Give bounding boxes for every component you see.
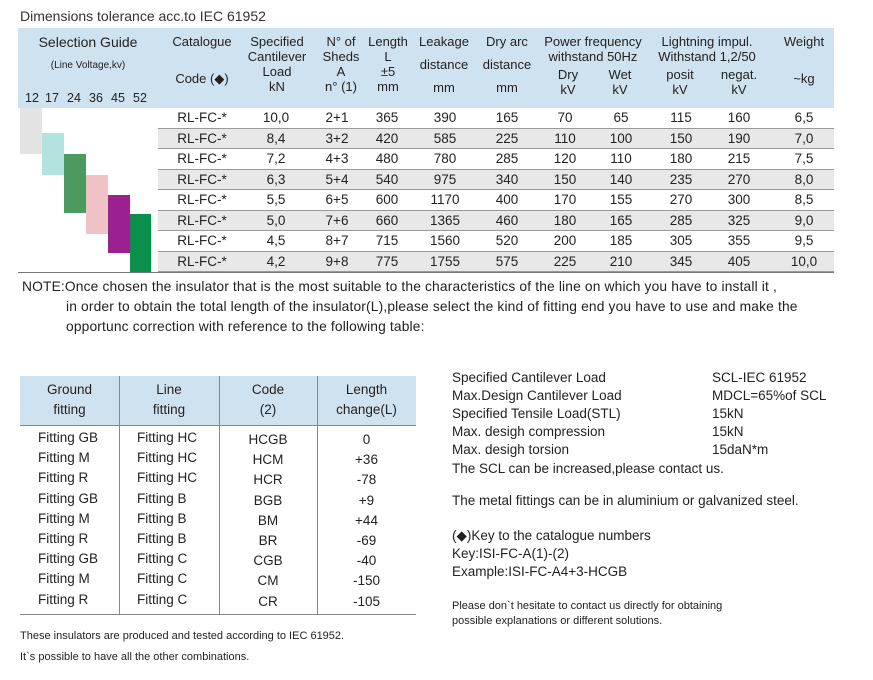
cell-power-wet: 140 [609, 171, 633, 187]
header-text: kV [560, 82, 576, 97]
cell-weight: 10,0 [790, 253, 818, 269]
cell-power-wet: 110 [610, 151, 632, 166]
header-text: mm [496, 80, 518, 95]
cell-lightning-pos: 305 [669, 233, 693, 248]
cell-weight: 7,0 [794, 130, 814, 146]
cell-lightning-neg: 270 [727, 171, 751, 187]
cell-lightning-neg: 405 [727, 253, 751, 269]
spec-value: 15kN [712, 406, 744, 421]
cell-lightning-pos: 235 [669, 171, 693, 187]
cell-line-fitting: Fitting B [137, 531, 187, 546]
cell-length: 540 [375, 171, 399, 187]
cell-sheds: 4+3 [325, 151, 349, 166]
cell-code: BM [257, 512, 279, 528]
key-example: Example:ISI-FC-A4+3-HCGB [452, 564, 628, 579]
header-text: n° (1) [325, 79, 357, 94]
header-dry-arc [476, 34, 538, 95]
header-text: distance [419, 57, 469, 72]
cell-code: CR [258, 593, 278, 609]
cell-leakage: 1560 [429, 233, 461, 248]
cell-cantilever: 4,5 [266, 233, 286, 248]
header-cantilever [242, 34, 312, 94]
table-row [158, 252, 834, 272]
header-text: kV [672, 82, 688, 97]
cell-sheds: 8+7 [325, 233, 349, 248]
cell-lightning-pos: 285 [669, 212, 693, 228]
header-text: fitting [53, 402, 86, 417]
cell-weight: 7,5 [794, 151, 814, 166]
cell-lightning-pos: 270 [669, 192, 693, 207]
header-lightning [650, 34, 764, 64]
cell-cantilever: 6,3 [266, 171, 286, 187]
cell-catalogue: RL-FC-* [177, 212, 227, 228]
header-text: Catalogue [172, 34, 232, 49]
cell-lightning-pos: 180 [669, 151, 693, 166]
voltage-step [20, 108, 42, 154]
cell-power-dry: 120 [553, 151, 577, 166]
cell-ground-fitting: Fitting R [38, 531, 89, 546]
cell-ground-fitting: Fitting GB [38, 551, 99, 567]
metal-note: The metal fittings can be in aluminium or galvanized steel. [452, 493, 799, 508]
voltage-label: 36 [89, 91, 103, 105]
cell-weight: 9,0 [794, 212, 814, 228]
header-weight [774, 34, 834, 86]
header-power-wet [598, 67, 642, 97]
cell-leakage: 390 [433, 110, 457, 125]
header-catalogue [160, 34, 244, 49]
cell-power-dry: 200 [553, 233, 577, 248]
cell-catalogue: RL-FC-* [177, 192, 227, 207]
cell-code: HCGB [248, 432, 288, 447]
cell-catalogue: RL-FC-* [177, 253, 227, 269]
cell-dry-arc: 340 [495, 171, 519, 187]
note-line: NOTE:Once chosen the insulator that is the most suitable to the characteristics of the line on which you have to install it , [22, 279, 777, 294]
cell-lightning-pos: 115 [670, 110, 692, 125]
voltage-label: 17 [45, 91, 59, 105]
cell-leakage: 1170 [430, 192, 460, 207]
cell-length-change: 0 [362, 432, 371, 447]
cell-ground-fitting: Fitting R [38, 470, 89, 486]
cell-ground-fitting: Fitting M [38, 571, 90, 587]
cell-code: CGB [253, 553, 283, 569]
cell-ground-fitting: Fitting M [38, 450, 90, 466]
cell-catalogue: RL-FC-* [177, 110, 227, 125]
cell-dry-arc: 575 [495, 253, 519, 269]
header-text: L [384, 49, 392, 64]
cell-power-wet: 185 [609, 233, 633, 248]
note-line: in order to obtain the total length of the insulator(L),please select the kind of fitting end you have to use and make the [66, 299, 798, 314]
cell-code: BR [258, 533, 278, 548]
header-text: Lightning impul. [661, 34, 753, 49]
spec-value: SCL-IEC 61952 [712, 370, 807, 385]
voltage-step [64, 154, 86, 213]
note-line: opportunc correction with reference to the following table: [66, 319, 425, 334]
cell-line-fitting: Fitting HC [137, 430, 198, 445]
cell-weight: 6,5 [794, 110, 814, 125]
cell-dry-arc: 520 [495, 233, 519, 248]
header-text: fitting [152, 402, 186, 417]
header-lightning-neg [713, 67, 765, 97]
cell-cantilever: 5,5 [266, 192, 286, 207]
cell-sheds: 5+4 [325, 171, 349, 187]
header-code [160, 71, 244, 86]
cell-weight: 9,5 [794, 233, 814, 248]
voltage-label: 45 [111, 91, 125, 105]
cell-leakage: 975 [433, 171, 457, 187]
spec-label: Max.Design Cantilever Load [452, 388, 622, 403]
cell-dry-arc: 285 [495, 151, 519, 166]
cell-dry-arc: 225 [495, 130, 519, 146]
cell-dry-arc: 400 [495, 192, 519, 207]
cell-lightning-neg: 325 [727, 212, 751, 228]
cell-length: 775 [375, 253, 399, 269]
fitting-header-rule [20, 425, 416, 426]
cell-lightning-neg: 355 [727, 233, 751, 248]
cell-line-fitting: Fitting HC [137, 450, 198, 466]
header-text: negat. [720, 67, 758, 82]
header-length [360, 34, 416, 94]
header-text: Wet [608, 67, 632, 82]
cell-dry-arc: 460 [495, 212, 519, 228]
voltage-label: 24 [67, 91, 81, 105]
cell-weight: 8,5 [794, 192, 814, 207]
voltage-step [130, 214, 151, 272]
cell-sheds: 2+1 [325, 110, 349, 125]
spec-label: Max. desigh torsion [452, 442, 570, 457]
footer-line: These insulators are produced and tested according to IEC 61952. [20, 630, 345, 642]
cell-sheds: 7+6 [325, 212, 349, 228]
spec-value: MDCL=65%of SCL [712, 388, 827, 403]
cell-length: 660 [375, 212, 399, 228]
header-power-frequency [538, 34, 648, 64]
header-text: Weight [783, 34, 825, 49]
cell-power-dry: 225 [553, 253, 577, 269]
cell-length: 365 [375, 110, 399, 125]
cell-weight: 8,0 [794, 171, 814, 187]
cell-line-fitting: Fitting C [137, 551, 188, 567]
spec-label: Specified Tensile Load(STL) [452, 406, 621, 421]
contact-line: possible explanations or different solutions. [452, 615, 663, 627]
header-text: Code (◆) [175, 71, 229, 86]
cell-leakage: 780 [433, 151, 457, 166]
cell-line-fitting: Fitting B [137, 490, 187, 506]
cell-line-fitting: Fitting C [137, 571, 188, 587]
cell-lightning-pos: 345 [669, 253, 693, 269]
cell-ground-fitting: Fitting M [38, 510, 90, 526]
table-row [158, 170, 834, 190]
table-row [158, 231, 834, 251]
voltage-step [86, 175, 108, 234]
header-text: Leakage [419, 34, 469, 49]
table-row [158, 190, 834, 210]
header-text: Cantilever [247, 49, 307, 64]
header-text: Ground [46, 382, 93, 397]
table-row [158, 149, 834, 169]
cell-length: 715 [375, 233, 399, 248]
header-text: posit [666, 67, 694, 82]
line-voltage-label: (Line Voltage,kv) [50, 60, 126, 71]
header-text: Specified [250, 34, 304, 49]
spec-label: Specified Cantilever Load [452, 370, 606, 385]
header-line-fitting [119, 380, 219, 420]
header-text: kV [731, 82, 747, 97]
cell-lightning-neg: 300 [727, 192, 751, 207]
cell-line-fitting: Fitting B [137, 510, 187, 526]
table-row [158, 211, 834, 231]
header-text: kN [269, 79, 285, 94]
spec-label: Max. desigh compression [452, 424, 606, 439]
cell-catalogue: RL-FC-* [177, 171, 227, 187]
cell-leakage: 1365 [429, 212, 461, 228]
table-row [158, 108, 834, 128]
key-format: Key:ISI-FC-A(1)-(2) [452, 546, 570, 561]
cell-power-dry: 150 [553, 171, 577, 187]
cell-power-wet: 165 [609, 212, 633, 228]
header-power-dry [546, 67, 590, 97]
selection-guide-title: Selection Guide [38, 34, 138, 50]
cell-length: 600 [375, 192, 399, 207]
cell-code: BGB [253, 492, 283, 508]
header-leakage [412, 34, 476, 95]
cell-power-wet: 65 [613, 110, 629, 125]
cell-power-dry: 170 [553, 192, 577, 207]
header-text: N° of [326, 34, 356, 49]
header-text: Line [156, 382, 182, 397]
cell-cantilever: 8,4 [266, 130, 286, 146]
cell-lightning-pos: 150 [669, 130, 693, 146]
cell-length-change: +9 [358, 492, 375, 508]
cell-power-dry: 70 [557, 110, 573, 125]
cell-sheds: 9+8 [325, 253, 349, 269]
cell-ground-fitting: Fitting GB [38, 430, 99, 445]
header-text: Sheds [322, 49, 360, 64]
cell-code: HCR [253, 472, 283, 488]
header-text: Dry [557, 67, 579, 82]
header-text: change(L) [336, 402, 397, 417]
header-code [219, 380, 317, 420]
header-text: Power frequency [544, 34, 642, 49]
header-text: Load [262, 64, 292, 79]
cell-length-change: -69 [356, 533, 377, 548]
header-text: mm [377, 79, 399, 94]
table-row [158, 129, 834, 149]
voltage-label: 52 [133, 91, 147, 105]
cell-code: HCM [252, 452, 284, 468]
header-text: kV [612, 82, 628, 97]
cell-catalogue: RL-FC-* [177, 130, 227, 146]
scl-note: The SCL can be increased,please contact us. [452, 461, 724, 476]
cell-lightning-neg: 160 [727, 110, 751, 125]
cell-dry-arc: 165 [495, 110, 519, 125]
cell-leakage: 585 [433, 130, 457, 146]
header-text: distance [482, 57, 532, 72]
header-text: Dry arc [486, 34, 528, 49]
cell-ground-fitting: Fitting R [38, 591, 89, 607]
fitting-bottom-rule [20, 614, 416, 615]
cell-power-wet: 100 [609, 130, 633, 146]
header-text: ±5 [380, 64, 396, 79]
header-text: A [336, 64, 346, 79]
cell-leakage: 1755 [429, 253, 461, 269]
cell-length-change: -150 [352, 573, 381, 589]
cell-code: CM [257, 573, 279, 589]
cell-power-dry: 180 [553, 212, 577, 228]
table-bottom-rule [18, 272, 834, 273]
cell-sheds: 6+5 [325, 192, 349, 207]
footer-line: It`s possible to have all the other combinations. [20, 651, 250, 663]
key-title: (◆)Key to the catalogue numbers [452, 528, 651, 543]
cell-length-change: +44 [355, 512, 378, 528]
cell-sheds: 3+2 [325, 130, 349, 146]
cell-length-change: +36 [355, 452, 378, 468]
voltage-step [42, 133, 64, 175]
cell-power-wet: 155 [609, 192, 633, 207]
header-text: Length [345, 382, 388, 397]
cell-catalogue: RL-FC-* [177, 233, 227, 248]
voltage-label: 12 [25, 91, 39, 105]
header-text: ~kg [793, 71, 815, 86]
cell-length: 420 [375, 130, 399, 146]
header-text: withstand 50Hz [548, 49, 638, 64]
header-length-change [317, 380, 416, 420]
cell-catalogue: RL-FC-* [177, 151, 227, 166]
contact-line: Please don`t hesitate to contact us directly for obtaining [452, 600, 723, 612]
cell-power-dry: 110 [554, 130, 576, 146]
header-text: (2) [259, 402, 277, 417]
cell-cantilever: 10,0 [262, 110, 290, 125]
cell-cantilever: 4,2 [266, 253, 286, 269]
page-title: Dimensions tolerance acc.to IEC 61952 [20, 8, 266, 24]
cell-length-change: -40 [356, 553, 377, 569]
header-ground-fitting [20, 380, 119, 420]
cell-power-wet: 210 [609, 253, 633, 269]
cell-lightning-neg: 215 [727, 151, 751, 166]
voltage-step [108, 195, 130, 253]
cell-cantilever: 5,0 [266, 212, 286, 228]
cell-cantilever: 7,2 [266, 151, 286, 166]
cell-line-fitting: Fitting HC [137, 470, 198, 486]
spec-value: 15daN*m [712, 442, 769, 457]
header-text: Length [368, 34, 408, 49]
cell-lightning-neg: 190 [727, 130, 751, 146]
header-text: Code [251, 382, 285, 397]
spec-value: 15kN [712, 424, 744, 439]
header-lightning-pos [656, 67, 704, 97]
header-text: mm [433, 80, 455, 95]
cell-length: 480 [375, 151, 399, 166]
cell-ground-fitting: Fitting GB [38, 490, 99, 506]
cell-length-change: -105 [352, 593, 381, 609]
cell-line-fitting: Fitting C [137, 591, 188, 607]
header-text: Withstand 1,2/50 [658, 49, 756, 64]
cell-length-change: -78 [356, 472, 377, 488]
